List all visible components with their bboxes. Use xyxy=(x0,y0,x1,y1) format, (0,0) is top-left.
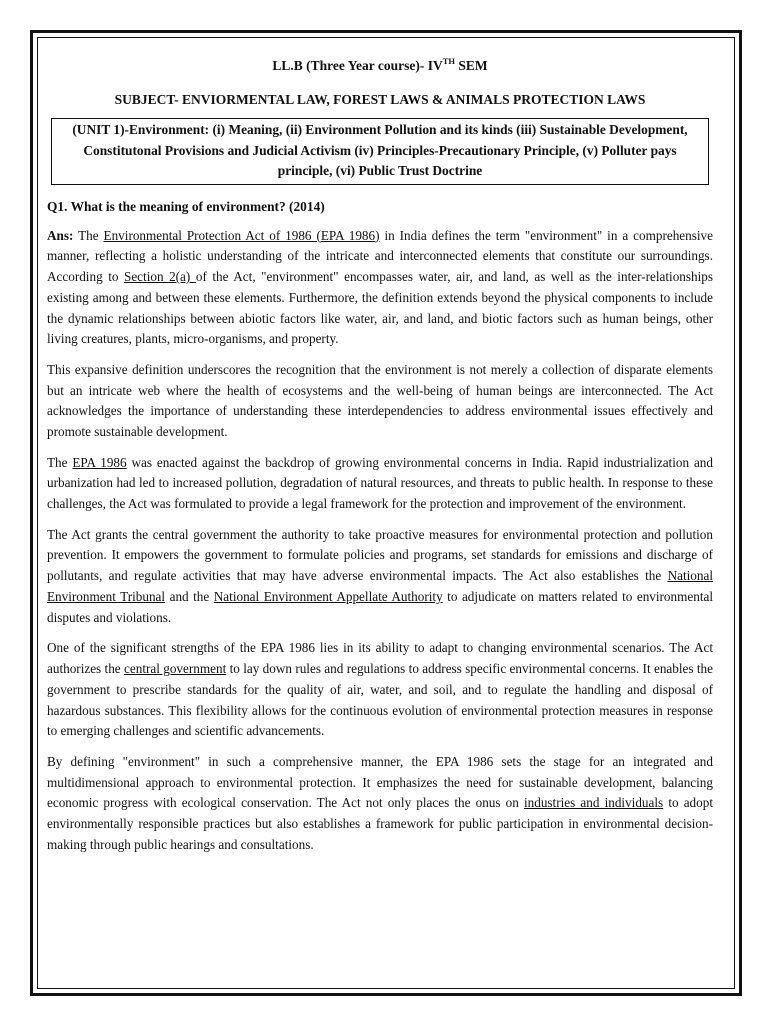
answer-paragraph-5: One of the significant strengths of the EPA 1986 lies in its ability to adapt to changing environmental scenarios. The Act authorizes the central government to lay down rules and regulations to address specific environmental concerns. It enables the government to prescribe standards for the quality of air, water, and soil, and to regulate the handling and disposal of hazardous substances. This flexibility allows for the continuous evolution of environmental protection measures in response to emerging challenges and scientific advancements. xyxy=(47,640,713,739)
answer-paragraph-4: The Act grants the central government the authority to take proactive measures for environmental protection and pollution prevention. It empowers the government to formulate policies and programs, set standards for emissions and discharge of pollutants, and regulate activities that may have adverse environmental impacts. The Act also establishes the National Environment Tribunal and the National Environment Appellate Authority to adjudicate on matters related to environmental disputes and violations. xyxy=(47,526,714,625)
unit-box: (UNIT 1)-Environment: (i) Meaning, (ii) Environment Pollution and its kinds (iii) Sustainable Development, Constitutonal Provisions and Judicial Activism (iv) Principles-Precautionary Principle, (v) Polluter pays principle, (vi) Public Trust Doctrine xyxy=(51,118,709,185)
central-government-link: central government xyxy=(124,661,227,677)
answer-label: Ans: xyxy=(47,227,74,243)
question-heading: Q1. What is the meaning of environment? (2014) xyxy=(47,198,325,214)
answer-paragraph-3: The EPA 1986 was enacted against the backdrop of growing environmental concerns in India. Rapid industrialization and urbanization had led to increased pollution, degradation of natural resources, and threats to public health. In response to these challenges, the Act was formulated to provide a legal framework for the protection and improvement of the environment. xyxy=(47,454,713,512)
section-2a-link: Section 2(a) xyxy=(123,269,196,285)
document-body xyxy=(47,56,713,865)
national-environment-tribunal-link: National Environment Tribunal xyxy=(47,568,713,605)
subject-title: SUBJECT- ENVIORMENTAL LAW, FOREST LAWS & ANIMALS PROTECTION LAWS xyxy=(114,92,646,107)
epa-1986-link: Environmental Protection Act of 1986 (EPA 1986) xyxy=(103,227,380,243)
industries-individuals-link: industries and individuals xyxy=(523,795,664,811)
answer-paragraph-1: Ans: The Environmental Protection Act of 1986 (EPA 1986) in India defines the term "environment" in a comprehensive manner, reflecting a holistic understanding of the intricate and interconnected elements that constitute our surroundings. According to Section 2(a) of the Act, "environment" encompasses water, air, and land, as well as the inter-relationships existing among and between these elements. Furthermore, the definition extends beyond the physical components to include the dynamic relationships between abiotic factors like water, air, and land, and biotic factors such as human beings, other living creatures, plants, micro-organisms, and property. xyxy=(47,227,713,347)
appellate-authority-link: National Environment Appellate Authority xyxy=(213,589,443,605)
course-title: LL.B (Three Year course)- IVTH SEM xyxy=(272,56,488,73)
answer-paragraph-2: This expansive definition underscores the recognition that the environment is not merely a collection of disparate elements but an intricate web where the health of ecosystems and the well-being of human beings are interconnected. The Act acknowledges the importance of understanding these interdependencies to address environmental issues effectively and promote sustainable development. xyxy=(47,361,713,440)
epa-1986-short-link: EPA 1986 xyxy=(72,454,127,470)
answer-paragraph-6: By defining "environment" in such a comprehensive manner, the EPA 1986 sets the stage for an integrated and multidimensional approach to environmental protection. It emphasizes the need for sustainable development, balancing economic progress with ecological conservation. The Act not only places the onus on industries and individuals to adopt environmentally responsible practices but also establishes a framework for public participation in environmental decision-making through public hearings and consultations. xyxy=(47,753,714,852)
